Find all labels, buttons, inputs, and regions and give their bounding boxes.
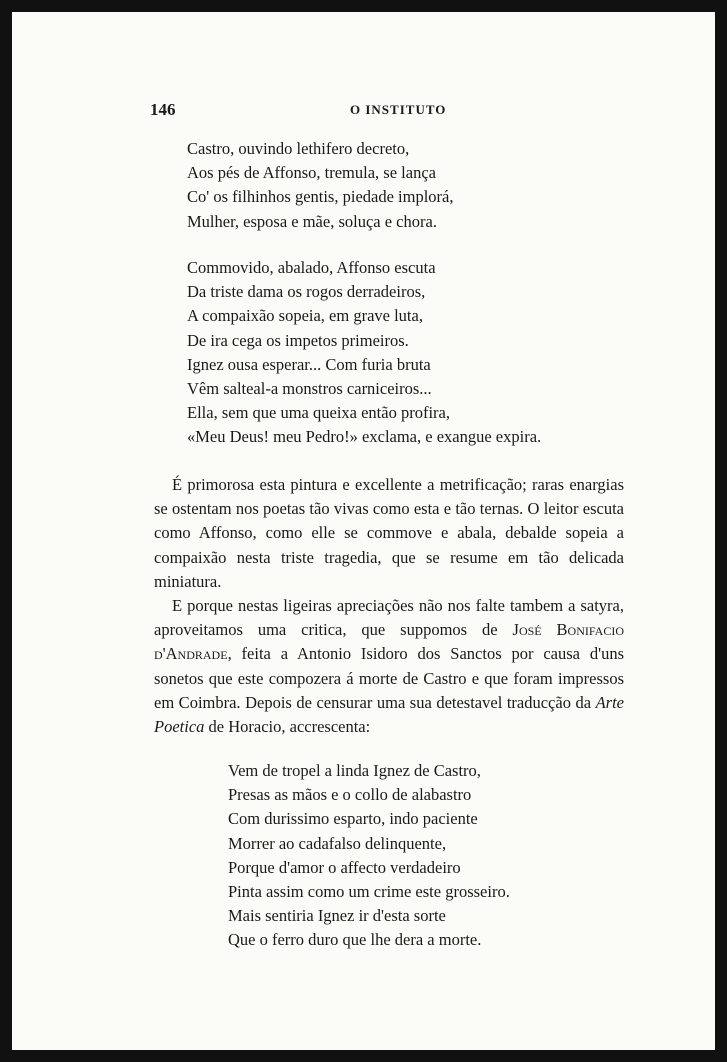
verse-line: Commovido, abalado, Affonso escuta xyxy=(187,258,436,277)
work-title: Arte Poetica xyxy=(154,692,624,737)
verse-line: Com durissimo esparto, indo paciente xyxy=(228,809,478,829)
poem-stanza-1 xyxy=(187,137,453,234)
paragraph-2-text: , feita a Antonio Isidoro dos Sanctos por causa d'uns sonetos que este compozera á morte de Castro e que foram impressos em Coimbra. Depois de censurar uma sua detestavel traducção da xyxy=(154,644,624,712)
page-number: 146 xyxy=(150,100,176,119)
verse-line: Presas as mãos e o collo de alabastro xyxy=(228,785,472,805)
verse-line: Ignez ousa esperar... Com furia bruta xyxy=(187,354,431,374)
verse-line: Mulher, esposa e mãe, soluça e chora. xyxy=(187,211,437,231)
verse-line: A compaixão sopeia, em grave luta, xyxy=(187,306,423,326)
verse-line: Mais sentiria Ignez ir d'esta sorte xyxy=(228,906,446,926)
book-page xyxy=(12,12,715,1050)
verse-line: Da triste dama os rogos derradeiros, xyxy=(187,282,426,302)
author-name: José Bonifacio d'Andrade xyxy=(154,620,624,664)
paragraph-2-text: de Horacio, accrescenta: xyxy=(204,717,371,737)
verse-line: Vem de tropel a linda Ignez de Castro, xyxy=(228,761,481,780)
verse-line: Morrer ao cadafalso delinquente, xyxy=(228,833,447,853)
quoted-verse xyxy=(228,759,510,953)
verse-line: «Meu Deus! meu Pedro!» exclama, e exangue expira. xyxy=(187,427,542,447)
paragraph-2-text: E porque nestas ligeiras apreciações não nos falte tambem a satyra, aproveitamos uma critica, que suppomos de xyxy=(154,596,624,640)
running-title: O INSTITUTO xyxy=(350,102,447,117)
verse-line: Que o ferro duro que lhe dera a morte. xyxy=(228,930,482,950)
verse-line: Co' os filhinhos gentis, piedade implorá, xyxy=(187,187,454,207)
poem-stanza-2 xyxy=(187,256,541,450)
paragraph-2 xyxy=(154,594,624,739)
verse-line: Vêm salteal-a monstros carniceiros... xyxy=(187,379,432,399)
verse-line: De ira cega os impetos primeiros. xyxy=(187,330,409,350)
verse-line: Ella, sem que uma queixa então profira, xyxy=(187,403,450,423)
verse-line: Aos pés de Affonso, tremula, se lança xyxy=(187,163,436,183)
verse-line: Porque d'amor o affecto verdadeiro xyxy=(228,857,461,877)
verse-line: Castro, ouvindo lethifero decreto, xyxy=(187,139,410,158)
paragraph-1: É primorosa esta pintura e excellente a metrificação; raras enargias se ostentam nos poetas tão vivas como esta e tão ternas. O leitor escuta como Affonso, como elle se commove e abala, debalde sopeia a compaixão nesta triste tragedia, que se resume em tão delicada miniatura. xyxy=(154,475,624,591)
prose-body xyxy=(154,473,624,739)
verse-line: Pinta assim como um crime este grosseiro. xyxy=(228,882,510,902)
